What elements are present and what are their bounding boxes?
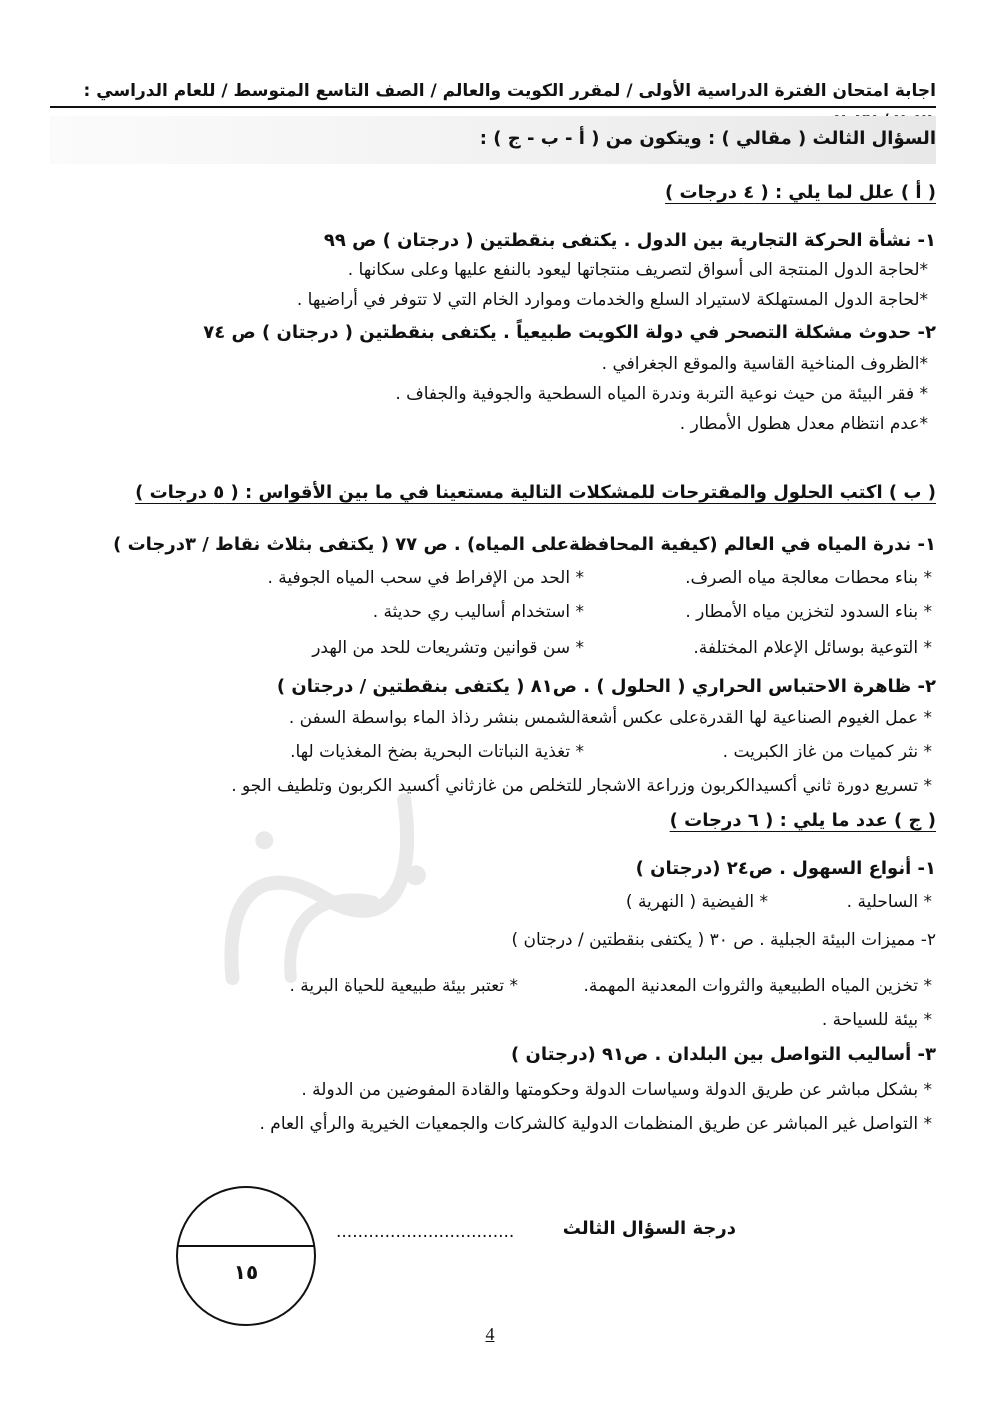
part-b-item-1-point: * استخدام أساليب ري حديثة . [372,602,584,622]
part-b-item-1-point: * الحد من الإفراط في سحب المياه الجوفية . [267,568,584,588]
part-c-item-2-point: * تخزين المياه الطبيعية والثروات المعدنية المهمة. [583,976,932,996]
part-a-item-2-point-2: * فقر البيئة من حيث نوعية التربة وندرة المياه السطحية والجوفية والجفاف . [395,384,928,404]
part-c-item-3-point: * بشكل مباشر عن طريق الدولة وسياسات الدولة وحكومتها والقادة المفوضين من الدولة . [301,1080,932,1100]
part-a-item-2-point-1: *الظروف المناخية القاسية والموقع الجغرافي . [601,354,928,374]
part-b-item-2-point: * عمل الغيوم الصناعية لها القدرةعلى عكس أشعةالشمس بنشر رذاذ الماء بواسطة السفن . [288,708,932,728]
part-b-item-1-title: ١- ندرة المياه في العالم (كيفية المحافظةعلى المياه) . ص ٧٧ ( يكتفى بثلاث نقاط / ٣درجات ) [113,534,936,555]
part-c-item-1-point: * الفيضية ( النهرية ) [625,892,768,912]
part-c-item-3-title: ٣- أساليب التواصل بين البلدان . ص٩١ (درجتان ) [511,1044,936,1065]
part-b-heading: ( ب ) اكتب الحلول والمقترحات للمشكلات التالية مستعينا في ما بين الأقواس : ( ٥ درجات ) [135,482,936,503]
page-header [50,76,936,108]
page-number: 4 [485,1324,495,1344]
part-c-item-1-point: * الساحلية . [846,892,932,912]
part-c-item-3-point: * التواصل غير المباشر عن طريق المنظمات الدولية كالشركات والجمعيات الخيرية والرأي العام . [259,1114,932,1134]
part-b-item-2-point: * تسريع دورة ثاني أكسيدالكربون وزراعة الاشجار للتخلص من غازثاني أكسيد الكربون وتلطيف الجو . [231,776,932,796]
part-c-item-2-point: * تعتبر بيئة طبيعية للحياة البرية . [289,976,518,996]
part-a-item-2-point-3: *عدم انتظام معدل هطول الأمطار . [679,414,928,434]
part-c-item-2-title: ٢- مميزات البيئة الجبلية . ص ٣٠ ( يكتفى بنقطتين / درجتان ) [511,930,936,950]
part-c-item-1-title: ١- أنواع السهول . ص٢٤ (درجتان ) [635,858,936,879]
part-c-item-2-point: * بيئة للسياحة . [821,1010,932,1030]
part-a-item-1-point-2: *لحاجة الدول المستهلكة لاستيراد السلع والخدمات وموارد الخام التي لا تتوفر في أراضيها . [296,290,928,310]
grade-dots: ................................. [336,1222,515,1242]
part-c-heading: ( ج ) عدد ما يلي : ( ٦ درجات ) [669,810,936,831]
score-circle [176,1186,316,1326]
total-score: ١٥ [233,1260,259,1284]
part-b-item-2-point: * نثر كميات من غاز الكبريت . [722,742,932,762]
part-a-heading: ( أ ) علل لما يلي : ( ٤ درجات ) [665,182,936,203]
part-a-item-1-point-1: *لحاجة الدول المنتجة الى أسواق لتصريف منتجاتها ليعود بالنفع عليها وعلى سكانها . [347,260,928,280]
part-b-item-1-point: * بناء محطات معالجة مياه الصرف. [685,568,932,588]
part-b-item-2-point: * تغذية النباتات البحرية بضخ المغذيات لها. [290,742,584,762]
part-a-item-1-title: ١- نشأة الحركة التجارية بين الدول . يكتفى بنقطتين ( درجتان ) ص ٩٩ [323,230,936,251]
part-b-item-1-point: * سن قوانين وتشريعات للحد من الهدر [312,638,584,658]
part-b-item-1-point: * التوعية بوسائل الإعلام المختلفة. [693,638,932,658]
part-a-item-2-title: ٢- حدوث مشكلة التصحر في دولة الكويت طبيعياً . يكتفى بنقطتين ( درجتان ) ص ٧٤ [203,322,936,343]
part-b-item-2-title: ٢- ظاهرة الاحتباس الحراري ( الحلول ) . ص٨١ ( يكتفى بنقطتين / درجتان ) [276,676,936,697]
score-divider [178,1245,314,1247]
part-b-item-1-point: * بناء السدود لتخزين مياه الأمطار . [685,602,932,622]
question-title: السؤال الثالث ( مقالي ) : ويتكون من ( أ - ب - ج ) : [479,128,936,149]
header-title: اجابة امتحان الفترة الدراسية الأولى / لمقرر الكويت والعالم / الصف التاسع المتوسط / للعام الدراسي : [83,81,936,101]
grade-label: درجة السؤال الثالث [562,1218,736,1239]
